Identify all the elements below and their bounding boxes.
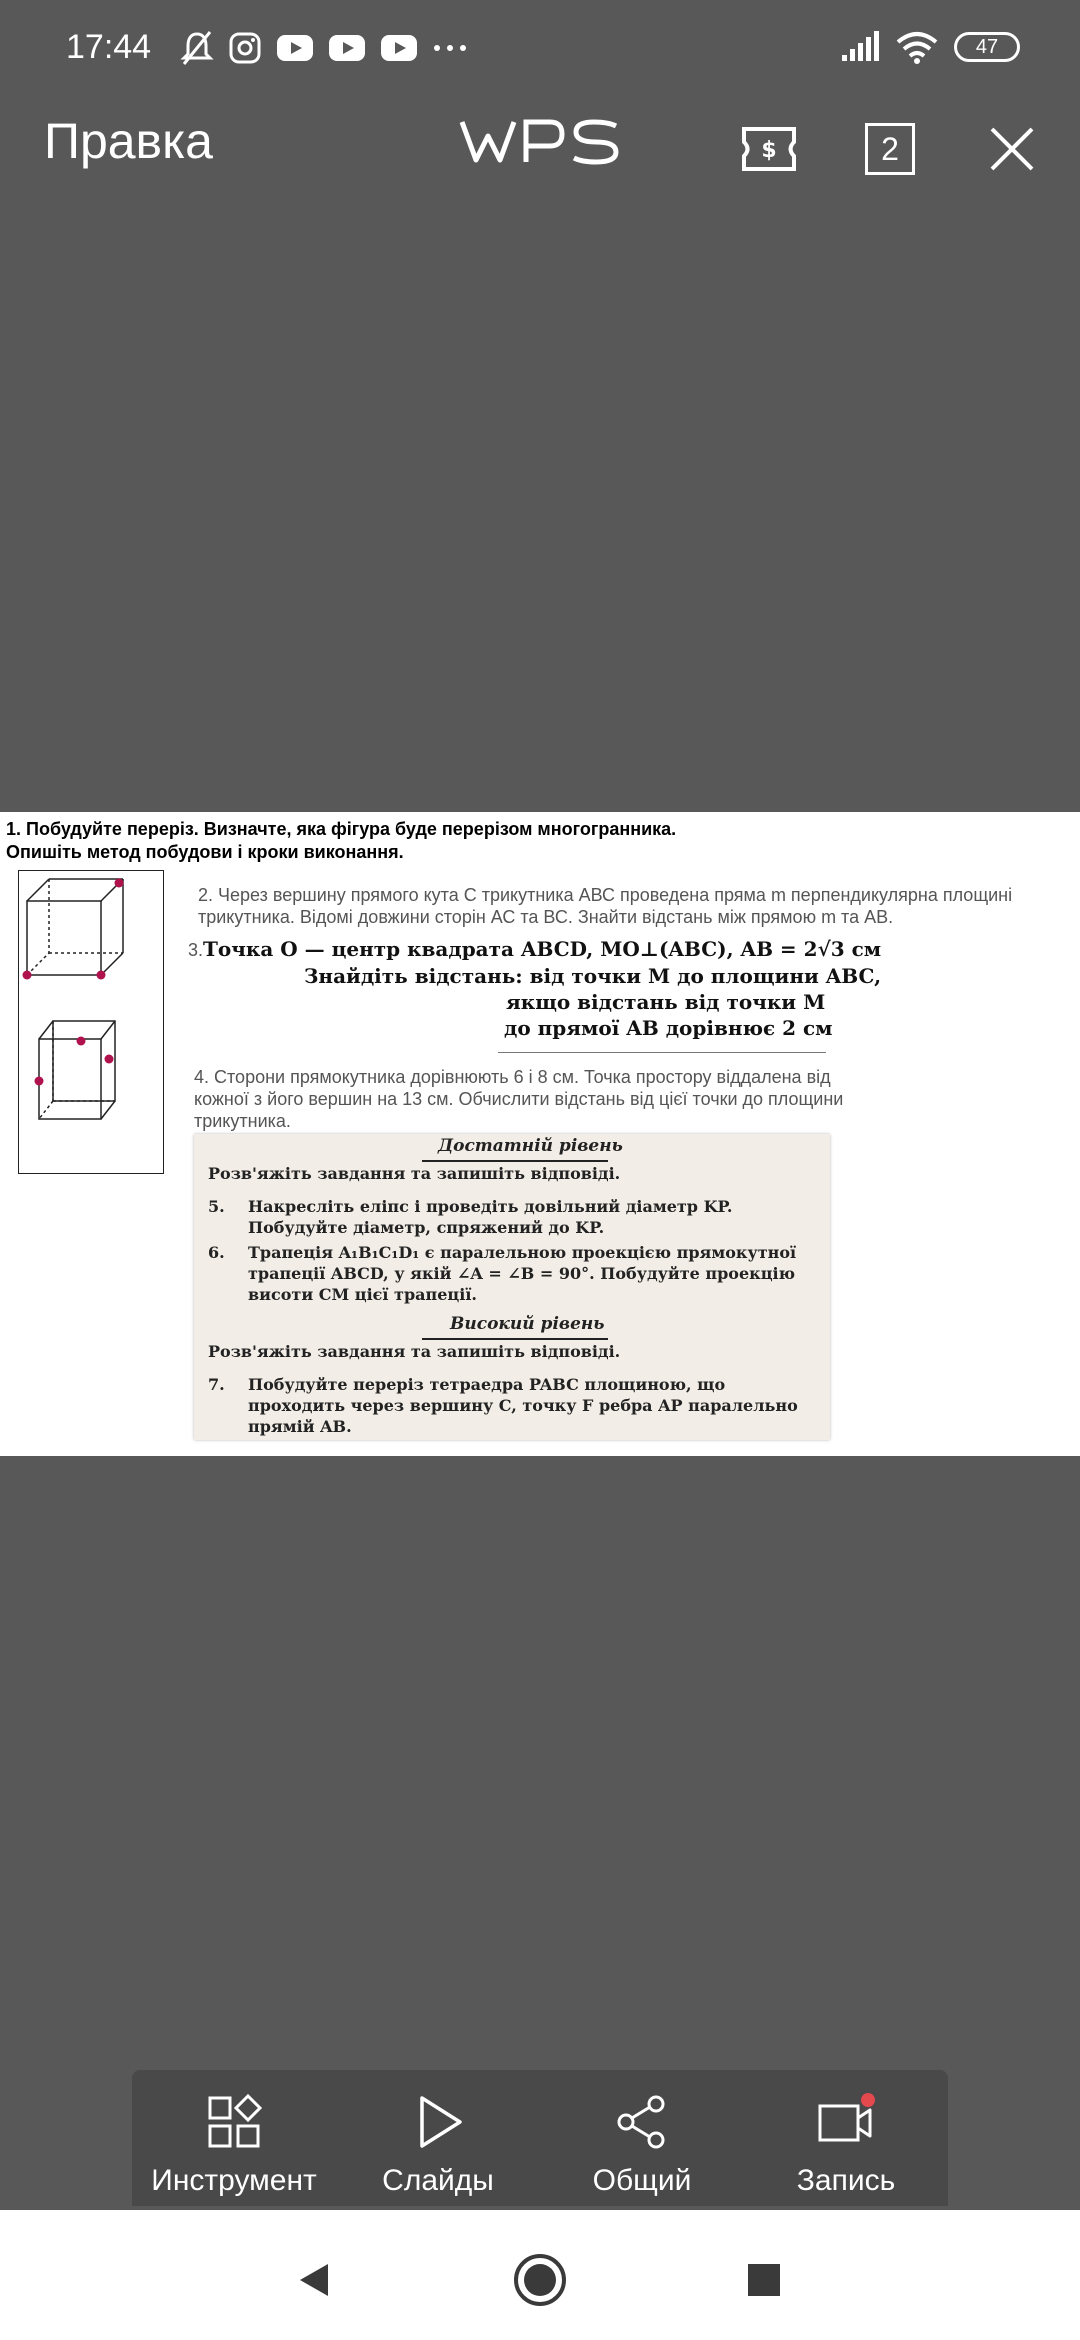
instruction-2: Розв'яжіть завдання та запишіть відповіді. [208,1342,621,1361]
play-icon [408,2092,468,2152]
battery-indicator: 47 [954,32,1020,62]
task-item-5: 5. Накресліть еліпс і проведіть довільний діаметр KP. Побудуйте діаметр, спряжений до KP. [208,1197,733,1237]
app-header [0,100,1080,200]
cube-figures [18,870,164,1174]
level-heading-high: Високий рівень [450,1314,605,1334]
bell-off-icon [180,30,214,66]
task-1: 1. Побудуйте переріз. Визначте, яка фігура буде перерізом многогранника. Опишіть метод побудови і кроки виконання. [6,819,677,862]
wps-logo [458,112,622,172]
instruction-1: Розв'яжіть завдання та запишіть відповіді. [208,1164,621,1183]
dollar-ticket-icon [741,126,797,172]
recents-button[interactable] [734,2250,794,2310]
back-triangle-icon [294,2260,334,2300]
sell-button[interactable] [734,114,804,184]
tools-grid-icon [204,2092,264,2152]
recents-square-icon [744,2260,784,2300]
record-video-icon [816,2092,876,2152]
back-button[interactable] [284,2250,344,2310]
status-notification-icons [180,30,468,66]
home-button[interactable] [510,2250,570,2310]
svg-text:$: $ [761,138,777,163]
task-4: 4. Сторони прямокутника дорівнюють 6 і 8 см. Точка простору віддалена від кожної з його вершин на 13 см. Обчислити відстань від цієї точки до площини трикутника. [194,1067,844,1131]
task-item-6: 6. Трапеція A₁B₁C₁D₁ є паралельною проекцією прямокутної трапеції ABCD, у якій ∠A = ∠B = 90°. Побудуйте проекцію висоти CM цієї трапеції. [208,1243,797,1304]
edit-button[interactable]: Правка [44,113,213,169]
wifi-icon [896,30,938,64]
tabs-button[interactable] [855,114,925,184]
signal-icon [840,31,880,63]
cube-diagram [19,871,165,1175]
level-underline [422,1160,608,1162]
more-icon [432,43,468,53]
instagram-icon [228,31,262,65]
scanned-tasks [194,1134,830,1440]
tool-button-instrument[interactable]: Инструмент [132,2070,336,2206]
level-underline [422,1338,608,1340]
status-system-icons [840,30,1020,64]
tool-button-share[interactable]: Общий [540,2070,744,2206]
task-2: 2. Через вершину прямого кута С трикутника АВС проведена пряма m перпендикулярна площині трикутника. Відомі довжини сторін АС та ВС. Знайти відстань між прямою m та АВ. [198,885,1013,927]
task-3-underline [498,1052,826,1053]
status-time: 17:44 [66,28,152,66]
youtube-icon [328,33,366,63]
close-icon [989,126,1035,172]
task-item-7: 7. Побудуйте переріз тетраедра PABC площиною, що проходить через вершину C, точку F ребра AP паралельно прямій AB. [208,1375,798,1436]
tabs-count: 2 [865,123,915,175]
close-button[interactable] [977,114,1047,184]
document-page[interactable] [0,812,1080,1456]
tool-button-record[interactable]: Запись [744,2070,948,2206]
bottom-toolbar [132,2070,948,2206]
youtube-icon [380,33,418,63]
task-3: 3.Точка O — центр квадрата ABCD, MO⊥(ABC), AB = 2√3 см Знайдіть відстань: від точки M до площини ABC, якщо відстань від точки M до прямої AB дорівнює 2 см [188,936,881,1041]
level-heading-sufficient: Достатній рівень [438,1136,623,1156]
tool-button-slides[interactable]: Слайды [336,2070,540,2206]
system-nav-bar [0,2210,1080,2340]
share-icon [612,2092,672,2152]
status-bar [0,0,1080,100]
youtube-icon [276,33,314,63]
task-3-number: 3. [188,940,204,960]
home-circle-icon [512,2252,568,2308]
